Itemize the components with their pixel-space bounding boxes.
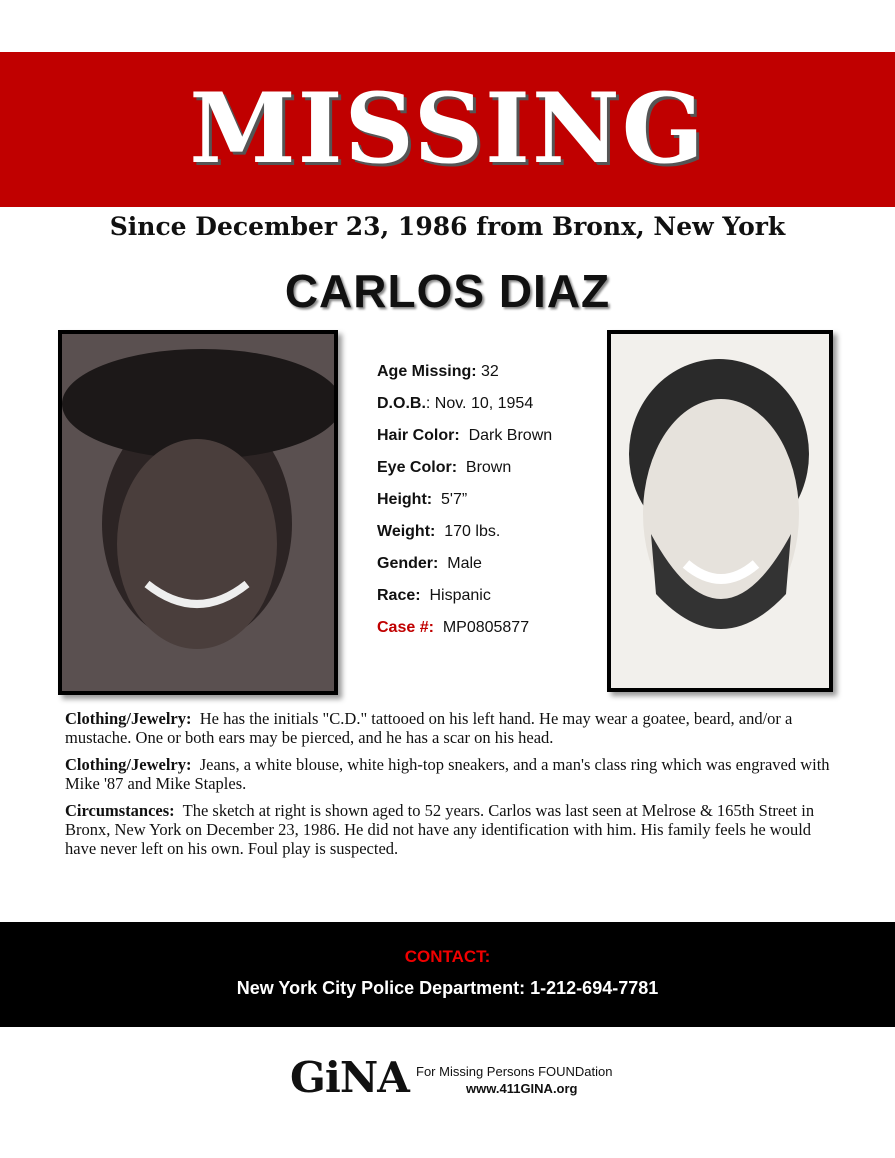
detail-race <box>377 585 552 617</box>
detail-value: Hispanic <box>429 587 491 604</box>
contact-info: New York City Police Department: 1-212-694-7781 <box>236 978 659 998</box>
detail-label: Hair Color: <box>377 427 460 444</box>
missing-since: Since December 23, 1986 from Bronx, New York <box>109 212 786 241</box>
detail-gender <box>377 553 552 585</box>
detail-value: 170 lbs. <box>444 523 501 540</box>
gina-logo <box>290 1053 630 1103</box>
detail-height <box>377 489 552 521</box>
detail-value: Brown <box>465 459 512 476</box>
detail-eyes <box>377 457 552 489</box>
detail-weight <box>377 521 552 553</box>
banner-title: MISSING <box>189 72 706 185</box>
detail-age <box>377 361 552 393</box>
paragraph-label: Clothing/Jewelry: <box>65 755 192 774</box>
paragraph-label: Circumstances: <box>65 801 175 820</box>
detail-value: 32 <box>481 363 499 380</box>
person-name: CARLOS DIAZ <box>284 265 611 317</box>
paragraph-label: Clothing/Jewelry: <box>65 709 192 728</box>
detail-dob <box>377 393 552 425</box>
detail-value: Dark Brown <box>468 427 553 444</box>
detail-label: Race: <box>377 587 421 604</box>
logo-mark: GiNA <box>290 1053 409 1102</box>
missing-banner <box>0 52 895 207</box>
logo-tagline: For Missing Persons FOUNDation <box>416 1064 613 1079</box>
person-details <box>377 361 552 649</box>
paragraph-identifying <box>65 709 835 747</box>
detail-label: Case #: <box>377 619 434 636</box>
person-photo <box>58 330 338 695</box>
logo-url: www.411GINA.org <box>466 1081 578 1096</box>
detail-value: 5'7” <box>441 491 468 508</box>
contact-footer <box>0 922 895 1027</box>
detail-label: D.O.B. <box>377 395 426 412</box>
age-progression-sketch <box>607 330 833 692</box>
paragraph-text: The sketch at right is shown aged to 52 years. Carlos was last seen at Melrose & 165th Street in Bronx, New York on December 23, 1986. He did not have any identification with him. His family feels he would have never left on his own. Foul play is suspected. <box>65 801 815 858</box>
detail-label: Height: <box>377 491 433 508</box>
paragraph-text: He has the initials "C.D." tattooed on his left hand. He may wear a goatee, beard, and/or a mustache. One or both ears may be pierced, and he has a scar on his head. <box>65 709 793 747</box>
contact-label: CONTACT: <box>404 947 491 966</box>
paragraph-clothing <box>65 755 835 793</box>
paragraph-circumstances <box>65 801 835 858</box>
detail-value: Male <box>447 555 482 572</box>
detail-hair <box>377 425 552 457</box>
detail-label: Gender: <box>377 555 439 572</box>
paragraph-text: Jeans, a white blouse, white high-top sneakers, and a man's class ring which was engraved with Mike '87 and Mike Staples. <box>65 755 830 793</box>
detail-value: : Nov. 10, 1954 <box>425 395 534 412</box>
detail-case <box>377 617 552 649</box>
detail-label: Eye Color: <box>377 459 458 476</box>
detail-value: MP0805877 <box>442 619 530 636</box>
detail-label: Weight: <box>377 523 436 540</box>
description <box>65 709 835 866</box>
detail-label: Age Missing: <box>377 363 477 380</box>
